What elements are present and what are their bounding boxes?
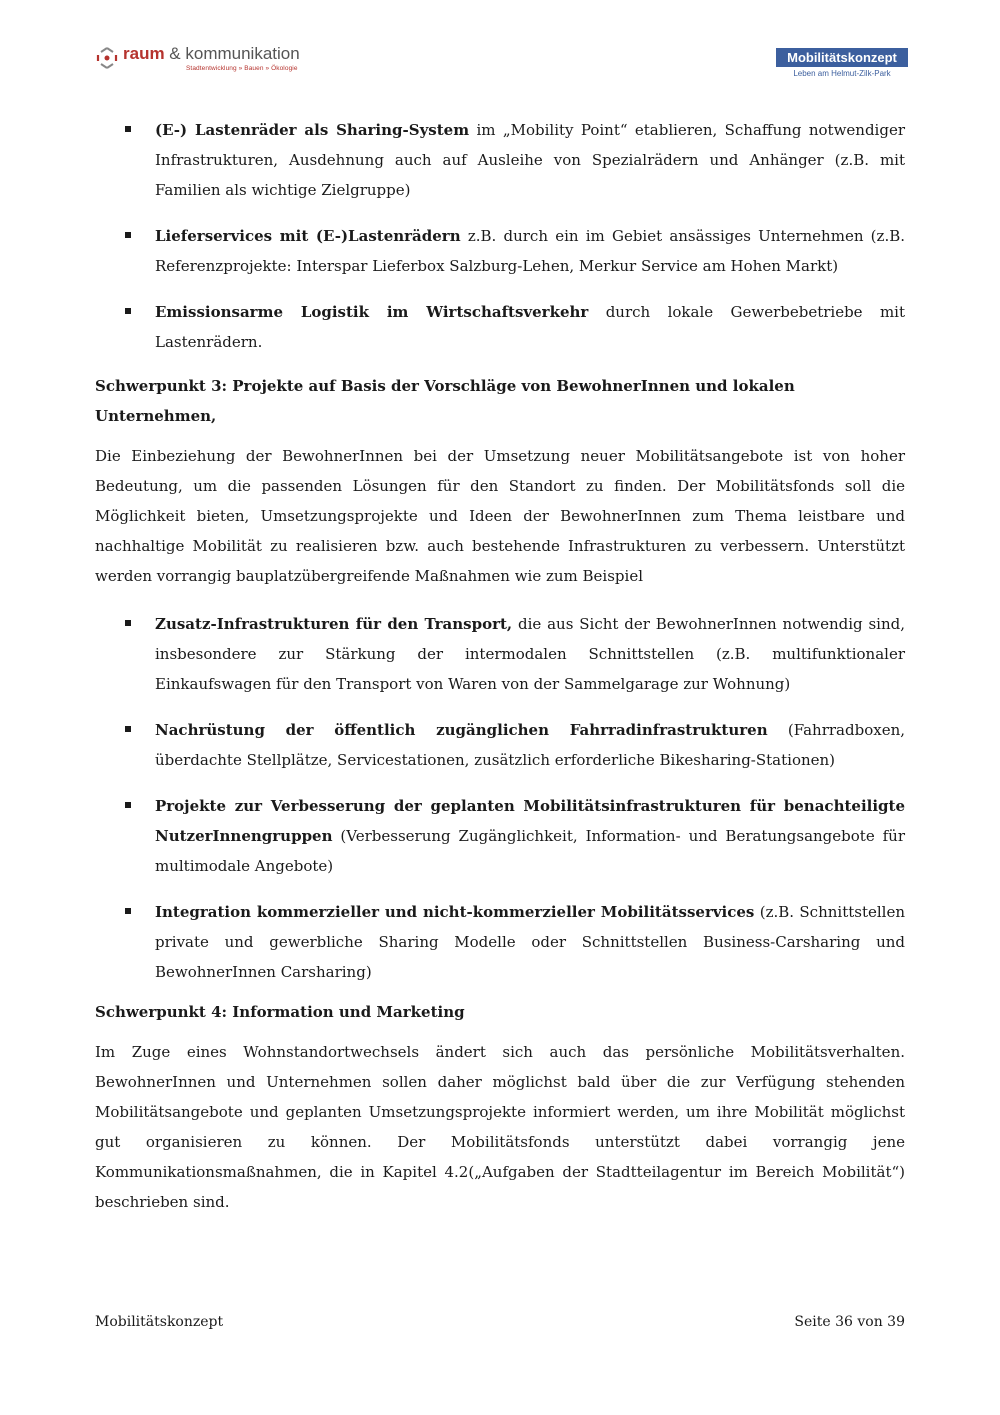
logo-mark-icon <box>95 46 119 70</box>
bullet-bold-text: Nachrüstung der öffentlich zugänglichen Fahrradinfrastrukturen <box>155 721 768 739</box>
logo-name-part1: raum <box>123 44 165 63</box>
footer-document-title: Mobilitätskonzept <box>95 1314 224 1330</box>
bullet-square-icon <box>125 232 131 238</box>
logo-tagline: Stadtentwicklung » Bauen » Ökologie <box>186 65 298 72</box>
bullet-text: die aus Sicht der BewohnerInnen notwendig sind, insbesondere zur Stärkung der intermodalen Schnittstellen (z.B. multifunktionaler Einkaufswagen für den Transport von Waren von der Sammelgarage zur Wohnung) <box>155 615 905 693</box>
list-item <box>95 297 905 357</box>
bullet-text: im „Mobility Point“ etablieren, Schaffung notwendiger Infrastrukturen, Ausdehnung auch auf Ausleihe von Spezialrädern und Anhänger (z.B. mit Familien als wichtige Zielgruppe) <box>155 121 905 199</box>
page-footer <box>95 1314 905 1330</box>
logo-name-part2: & kommunikation <box>164 44 300 63</box>
bullet-square-icon <box>125 126 131 132</box>
bullet-square-icon <box>125 908 131 914</box>
bullet-bold-text: Zusatz-Infrastrukturen für den Transport, <box>155 615 513 633</box>
intro-bullet-list <box>95 115 905 357</box>
section4-heading: Schwerpunkt 4: Information und Marketing <box>95 1003 465 1021</box>
section4-paragraph: Im Zuge eines Wohnstandortwechsels ändert sich auch das persönliche Mobilitätsverhalten. BewohnerInnen und Unternehmen sollen daher möglichst bald über die zur Verfügung stehenden Mobilitätsangebote und geplanten Umsetzungsprojekte informiert werden, um ihre Mobilität möglichst gut organisieren zu können. Der Mobilitätsfonds unterstützt dabei vorrangig jene Kommunikationsmaßnahmen, die in Kapitel 4.2(„Aufgaben der Stadtteilagentur im Bereich Mobilität“) beschrieben sind. <box>95 1043 905 1211</box>
bullet-text: (Fahrradboxen, überdachte Stellplätze, Servicestationen, zusätzlich erforderliche Bikesharing-Stationen) <box>155 721 905 769</box>
list-item <box>95 791 905 881</box>
logo-name <box>123 44 300 64</box>
list-item <box>95 715 905 775</box>
bullet-bold-text: Emissionsarme Logistik im Wirtschaftsverkehr <box>155 303 589 321</box>
section3-heading: Schwerpunkt 3: Projekte auf Basis der Vorschläge von BewohnerInnen und lokalen Unternehmen, <box>95 377 795 425</box>
bullet-text: (z.B. Schnittstellen private und gewerbliche Sharing Modelle oder Schnittstellen Business-Carsharing und BewohnerInnen Carsharing) <box>155 903 905 981</box>
bullet-square-icon <box>125 620 131 626</box>
bullet-bold-text: Projekte zur Verbesserung der geplanten Mobilitätsinfrastrukturen für benachteiligte NutzerInnengruppen <box>155 797 905 845</box>
footer-page-number: Seite 36 von 39 <box>794 1314 905 1330</box>
section3-paragraph: Die Einbeziehung der BewohnerInnen bei der Umsetzung neuer Mobilitätsangebote ist von hoher Bedeutung, um die passenden Lösungen für den Standort zu finden. Der Mobilitätsfonds soll die Möglichkeit bieten, Umsetzungsprojekte und Ideen der BewohnerInnen zum Thema leistbare und nachhaltige Mobilität zu realisieren bzw. auch bestehende Infrastrukturen zu verbessern. Unterstützt werden vorrangig bauplatzübergreifende Maßnahmen wie zum Beispiel <box>95 447 905 585</box>
bullet-text: (Verbesserung Zugänglichkeit, Information- und Beratungsangebote für multimodale Angebote) <box>155 827 905 875</box>
page-content <box>95 115 905 1217</box>
bullet-square-icon <box>125 308 131 314</box>
bullet-bold-text: Integration kommerzieller und nicht-kommerzieller Mobilitätsservices <box>155 903 755 921</box>
logo-right-title: Mobilitätskonzept <box>776 48 908 67</box>
list-item <box>95 221 905 281</box>
mobilitaetskonzept-logo <box>776 48 908 78</box>
raum-kommunikation-logo <box>95 44 300 72</box>
page-header <box>95 40 908 84</box>
logo-right-subtitle: Leben am Helmut-Zilk-Park <box>793 69 891 78</box>
section3-bullet-list <box>95 609 905 987</box>
bullet-text: z.B. durch ein im Gebiet ansässiges Unternehmen (z.B. Referenzprojekte: Interspar Lieferbox Salzburg-Lehen, Merkur Service am Hohen Markt) <box>155 227 905 275</box>
list-item <box>95 897 905 987</box>
bullet-square-icon <box>125 726 131 732</box>
list-item <box>95 609 905 699</box>
list-item <box>95 115 905 205</box>
bullet-bold-text: (E-) Lastenräder als Sharing-System <box>155 121 470 139</box>
bullet-bold-text: Lieferservices mit (E-)Lastenrädern <box>155 227 461 245</box>
bullet-square-icon <box>125 802 131 808</box>
bullet-text: durch lokale Gewerbebetriebe mit Lastenrädern. <box>155 303 905 351</box>
